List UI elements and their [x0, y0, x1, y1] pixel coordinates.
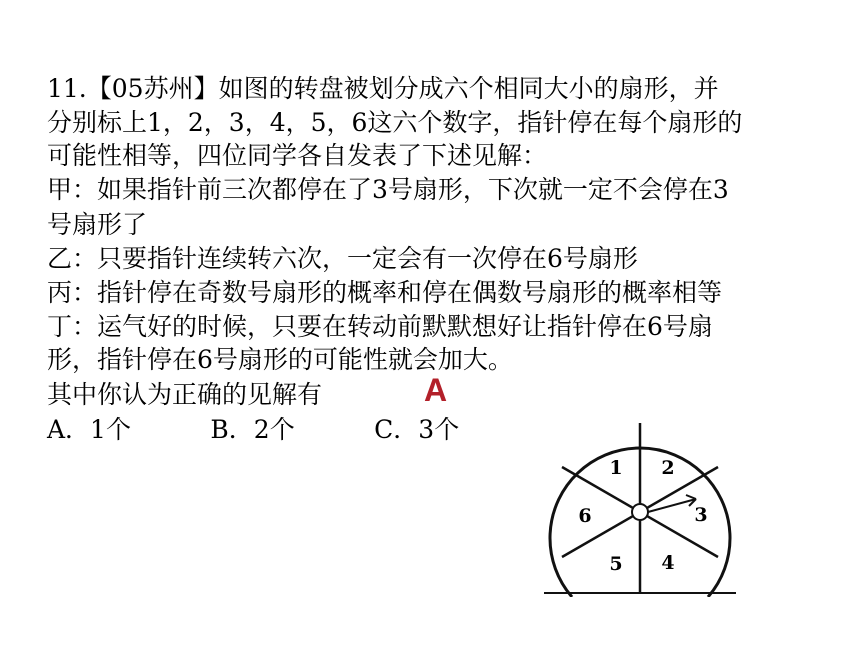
sector-label-5: 5	[609, 553, 623, 575]
sector-label-4: 4	[661, 552, 675, 574]
answer-label: A	[424, 372, 448, 408]
spinner-diagram	[540, 412, 740, 597]
question-line-8: 丁：运气好的时候，只要在转动前默默想好让指针停在6号扇	[47, 312, 713, 341]
center-hub	[632, 504, 648, 520]
sector-label-2: 2	[661, 457, 675, 479]
question-line-5: 号扇形了	[47, 210, 148, 239]
question-line-7: 丙：指针停在奇数号扇形的概率和停在偶数号扇形的概率相等	[47, 278, 723, 307]
question-line-2: 分别标上1，2，3，4，5，6这六个数字，指针停在每个扇形的	[47, 108, 743, 137]
question-line-10: 其中你认为正确的见解有	[47, 380, 323, 409]
sector-label-6: 6	[578, 505, 592, 527]
sector-label-3: 3	[694, 504, 708, 526]
question-line-3: 可能性相等，四位同学各自发表了下述见解：	[47, 141, 548, 170]
question-line-1: 11.【05苏州】如图的转盘被划分成六个相同大小的扇形，并	[47, 74, 719, 103]
answer-options: A．1个 B．2个 C．3个	[47, 415, 460, 444]
sector-label-1: 1	[609, 457, 623, 479]
spinner-pointer-tip-a	[686, 495, 696, 499]
question-line-4: 甲：如果指针前三次都停在了3号扇形，下次就一定不会停在3	[47, 175, 729, 204]
question-line-6: 乙：只要指针连续转六次，一定会有一次停在6号扇形	[47, 244, 638, 273]
question-line-9: 形，指针停在6号扇形的可能性就会加大。	[47, 345, 513, 374]
